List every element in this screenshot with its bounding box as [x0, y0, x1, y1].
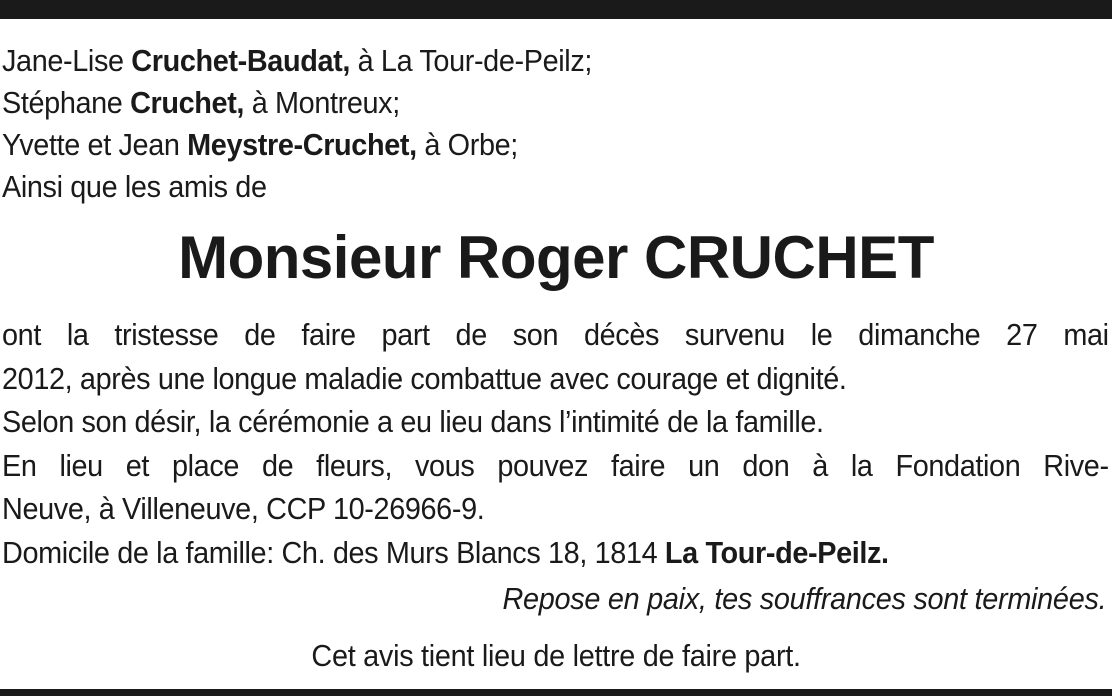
body-line: 2012, après une longue maladie combattue avec courage et dignité. — [2, 360, 847, 396]
family-location: à Orbe; — [416, 127, 518, 162]
family-surname: Meystre-Cruchet, — [187, 127, 417, 162]
family-line — [2, 82, 1031, 124]
bottom-rule — [0, 689, 1112, 696]
family-first-name: Yvette et Jean — [2, 127, 188, 162]
family-line — [2, 40, 1031, 82]
body-line: ont la tristesse de faire part de son décès survenu le dimanche 27 mai — [2, 317, 1109, 352]
closing-note — [0, 634, 1112, 677]
friends-line: Ainsi que les amis de — [2, 169, 267, 204]
family-line — [2, 124, 1031, 166]
body-line: En lieu et place de fleurs, vous pouvez faire un don à la Fondation Rive- — [2, 447, 1109, 483]
family-first-name: Jane-Lise — [2, 43, 132, 78]
family-location: à La Tour-de-Peilz; — [349, 43, 593, 78]
body-line: Neuve, à Villeneuve, CCP 10-26966-9. — [2, 491, 485, 526]
closing-note-text: Cet avis tient lieu de lettre de faire part. — [311, 638, 801, 673]
announcement-body — [2, 313, 1109, 574]
top-rule — [0, 0, 1112, 19]
domicile-address: Domicile de la famille: Ch. des Murs Blancs 18, 1814 — [2, 534, 665, 570]
family-surname: Cruchet, — [130, 85, 245, 120]
domicile-place: La Tour-de-Peilz. — [664, 534, 889, 570]
family-surname: Cruchet-Baudat, — [131, 43, 350, 78]
motto: Repose en paix, tes souffrances sont terminées. — [502, 581, 1106, 616]
family-list — [2, 40, 1031, 208]
family-location: à Montreux; — [244, 85, 400, 120]
body-line-domicile — [2, 531, 1109, 575]
family-first-name: Stéphane — [2, 85, 131, 120]
deceased-name: Monsieur Roger CRUCHET — [178, 224, 934, 291]
body-line: Selon son désir, la cérémonie a eu lieu dans l’intimité de la famille. — [2, 404, 824, 439]
